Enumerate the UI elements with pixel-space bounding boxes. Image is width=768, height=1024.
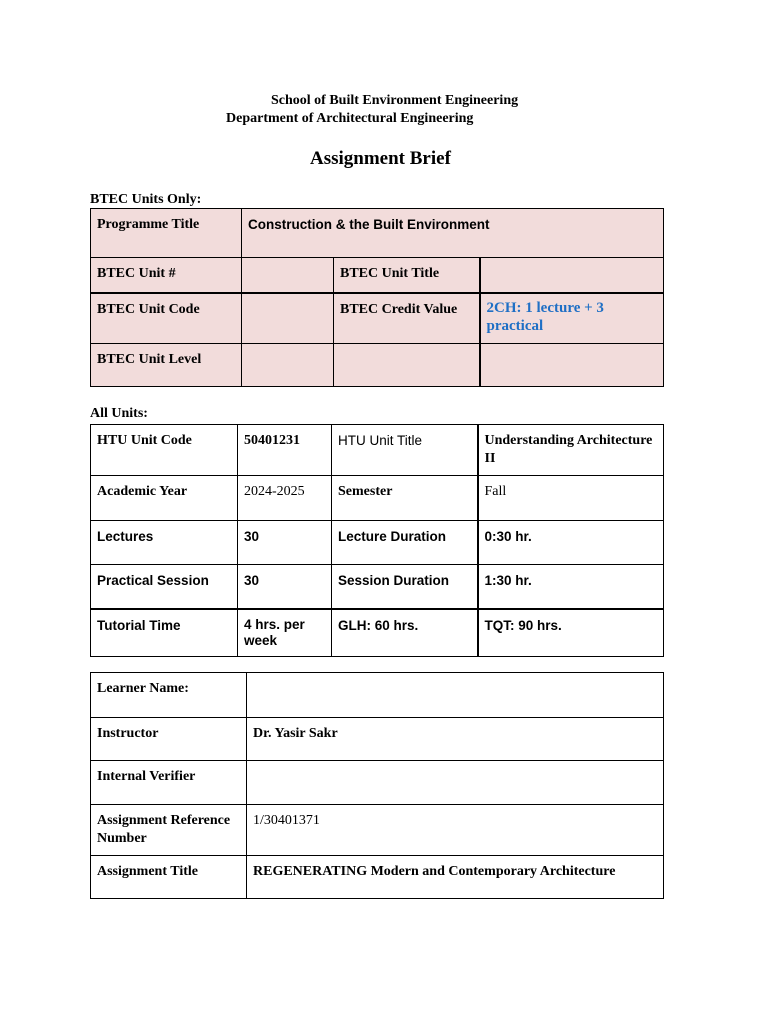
document-title: Assignment Brief [310, 148, 451, 169]
unit-code-value [242, 293, 334, 344]
lecture-duration-value: 0:30 hr. [478, 521, 664, 565]
department-name: Department of Architectural Engineering [226, 111, 474, 126]
unit-level-label: BTEC Unit Level [91, 344, 242, 387]
assignment-reference-value: 1/30401371 [247, 805, 664, 856]
unit-code-label: BTEC Unit Code [91, 293, 242, 344]
table-row [91, 609, 664, 657]
school-name: School of Built Environment Engineering [271, 93, 519, 108]
academic-year-value: 2024-2025 [238, 476, 332, 521]
lectures-value: 30 [238, 521, 332, 565]
table-row [91, 476, 664, 521]
btec-row-programme [91, 209, 664, 258]
learner-name-value [247, 673, 664, 718]
semester-label: Semester [332, 476, 478, 521]
credit-value-value: 2CH: 1 lecture + 3 practical [480, 293, 664, 344]
unit-level-value-1 [242, 344, 334, 387]
all-units-caption: All Units: [90, 406, 148, 421]
unit-level-value-3 [480, 344, 664, 387]
session-duration-value: 1:30 hr. [478, 565, 664, 609]
btec-caption: BTEC Units Only: [90, 192, 202, 207]
instructor-label: Instructor [91, 718, 247, 761]
table-row [91, 521, 664, 565]
credit-value-label: BTEC Credit Value [334, 293, 480, 344]
unit-number-label: BTEC Unit # [91, 258, 242, 293]
tqt-value: TQT: 90 hrs. [478, 609, 664, 657]
table-row [91, 425, 664, 476]
lecture-duration-label: Lecture Duration [332, 521, 478, 565]
learner-table [90, 672, 664, 899]
table-row [91, 718, 664, 761]
btec-row-level [91, 344, 664, 387]
programme-title-value: Construction & the Built Environment [242, 209, 664, 258]
unit-level-value-2 [334, 344, 480, 387]
table-row [91, 856, 664, 899]
lectures-label: Lectures [91, 521, 238, 565]
htu-unit-code-value: 50401231 [238, 425, 332, 476]
table-row [91, 761, 664, 805]
unit-number-value [242, 258, 334, 293]
practical-session-label: Practical Session [91, 565, 238, 609]
unit-title-value [480, 258, 664, 293]
htu-unit-code-label: HTU Unit Code [91, 425, 238, 476]
internal-verifier-value [247, 761, 664, 805]
btec-row-code [91, 293, 664, 344]
glh-value: GLH: 60 hrs. [332, 609, 478, 657]
btec-table [90, 208, 664, 387]
table-row [91, 673, 664, 718]
htu-unit-title-label: HTU Unit Title [332, 425, 478, 476]
assignment-title-value: REGENERATING Modern and Contemporary Architecture [247, 856, 664, 899]
tutorial-time-label: Tutorial Time [91, 609, 238, 657]
instructor-value: Dr. Yasir Sakr [247, 718, 664, 761]
table-row [91, 565, 664, 609]
btec-row-unit [91, 258, 664, 293]
assignment-title-label: Assignment Title [91, 856, 247, 899]
learner-name-label: Learner Name: [91, 673, 247, 718]
tutorial-time-value: 4 hrs. per week [238, 609, 332, 657]
internal-verifier-label: Internal Verifier [91, 761, 247, 805]
session-duration-label: Session Duration [332, 565, 478, 609]
table-row [91, 805, 664, 856]
semester-value: Fall [478, 476, 664, 521]
assignment-reference-label: Assignment Reference Number [91, 805, 247, 856]
unit-title-label: BTEC Unit Title [334, 258, 480, 293]
academic-year-label: Academic Year [91, 476, 238, 521]
htu-unit-title-value: Understanding Architecture II [478, 425, 664, 476]
programme-title-label: Programme Title [91, 209, 242, 258]
all-units-table [90, 424, 664, 657]
practical-session-value: 30 [238, 565, 332, 609]
